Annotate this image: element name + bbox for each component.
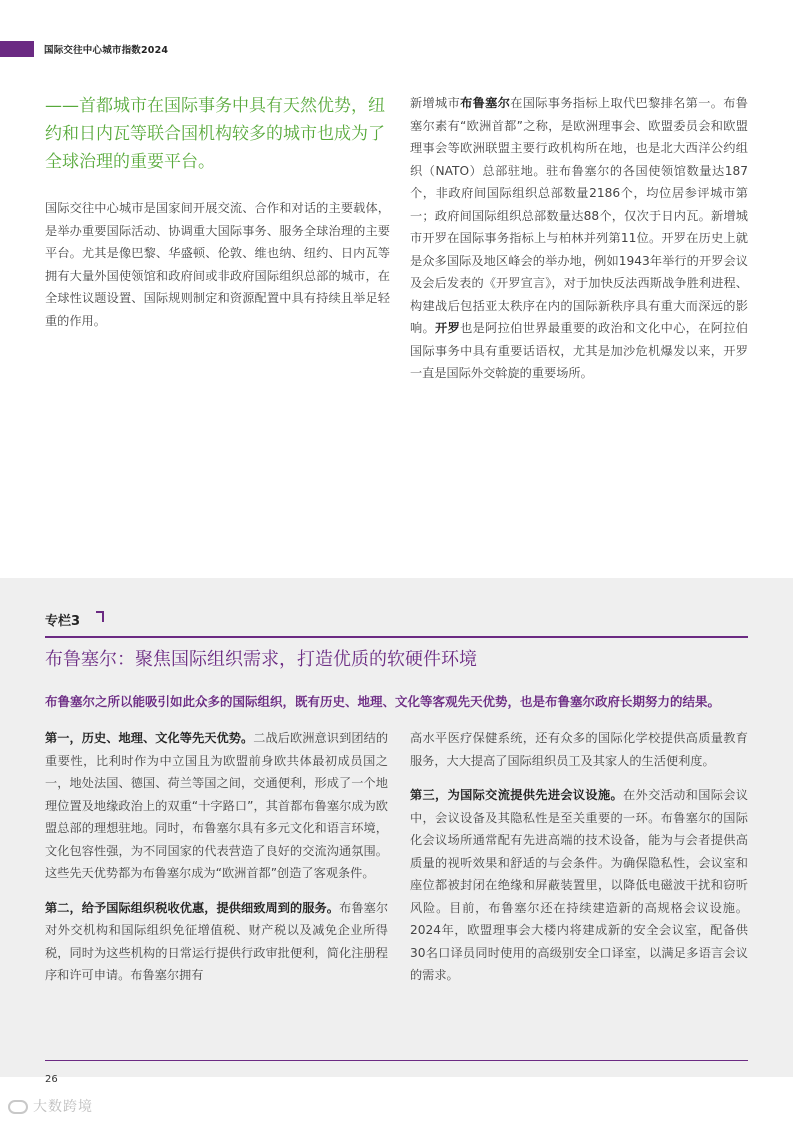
box-label-bracket xyxy=(96,611,104,622)
highlight-brussels: 布鲁塞尔 xyxy=(460,96,511,110)
box-top-rule xyxy=(45,636,748,638)
intro-paragraph: 国际交往中心城市是国家间开展交流、合作和对话的主要载体，是举办重要国际活动、协调重大国际事务、服务全球治理的主要平台。尤其是像巴黎、华盛顿、伦敦、维也纳、纽约、日内瓦等拥有大量外国使领馆和政府间或非政府国际组织总部的城市，在全球性议题设置、国际规则制定和资源配置中具有持续且举足轻重的作用。 xyxy=(45,201,390,328)
running-header: 国际交往中心城市指数2024 xyxy=(44,45,169,56)
box-title: 布鲁塞尔：聚焦国际组织需求，打造优质的软硬件环境 xyxy=(45,649,477,670)
watermark: 大数跨境 xyxy=(8,1096,93,1116)
header-accent-bar xyxy=(0,41,34,57)
box-bottom-rule xyxy=(45,1060,748,1061)
box-section-2: 第二，给予国际组织税收优惠，提供细致周到的服务。布鲁塞尔对外交机构和国际组织免征增值税、财产税以及减免企业所得税，同时为这些机构的日常运行提供行政审批便利，简化注册程序和许可申请。布鲁塞尔拥有 xyxy=(45,900,389,982)
box-right-column xyxy=(410,727,748,999)
watermark-logo-icon xyxy=(8,1100,28,1114)
box-left-column xyxy=(45,727,388,999)
highlight-cairo: 开罗 xyxy=(435,321,461,335)
pull-quote: ——首都城市在国际事务中具有天然优势，纽约和日内瓦等联合国机构较多的城市也成为了全球治理的重要平台。 xyxy=(45,96,385,172)
box-lead: 布鲁塞尔之所以能吸引如此众多的国际组织，既有历史、地理、文化等客观先天优势，也是布鲁塞尔政府长期努力的结果。 xyxy=(45,694,721,709)
right-column-paragraph: 新增城市布鲁塞尔在国际事务指标上取代巴黎排名第一。布鲁塞尔素有“欧洲首都”之称，是欧洲理事会、欧盟委员会和欧盟理事会等欧洲联盟主要行政机构所在地，也是北大西洋公约组织（NATO）总部驻地。驻布鲁塞尔的各国使领馆数量达187个，非政府间国际组织总部数量2186个，均位居参评城市第一；政府间国际组织总部数量达88个，仅次于日内瓦。新增城市开罗在国际事务指标上与柏林并列第11位。开罗在历史上就是众多国际及地区峰会的举办地，例如1943年举行的开罗会议及会后发表的《开罗宣言》，对于加快反法西斯战争胜利进程、构建战后包括亚太秩序在内的国际新秩序具有重大而深远的影响。开罗也是阿拉伯世界最重要的政治和文化中心，在阿拉伯国际事务中具有重要话语权，尤其是加沙危机爆发以来，开罗一直是国际外交斡旋的重要场所。 xyxy=(410,96,748,380)
box-section-2-continued: 高水平医疗保健系统，还有众多的国际化学校提供高质量教育服务，大大提高了国际组织员工及其家人的生活便利度。 xyxy=(410,731,748,768)
page-number: 26 xyxy=(45,1074,58,1085)
box-section-1: 第一，历史、地理、文化等先天优势。二战后欧洲意识到团结的重要性，比利时作为中立国且为欧盟前身欧共体最初成员国之一，地处法国、德国、荷兰等国之间，交通便利，形成了一个地理位置及地缘政治上的双重“十字路口”，其首都布鲁塞尔成为欧盟总部的理想驻地。同时，布鲁塞尔具有多元文化和语言环境，文化包容性强，为不同国家的代表营造了良好的交流沟通氛围。这些先天优势都为布鲁塞尔成为“欧洲首都”创造了客观条件。 xyxy=(45,731,389,880)
box-label: 专栏3 xyxy=(45,614,81,629)
box-section-3: 第三，为国际交流提供先进会议设施。在外交活动和国际会议中，会议设备及其隐私性是至关重要的一环。布鲁塞尔的国际化会议场所通常配有先进高端的技术设备，能为与会者提供高质量的视听效果和舒适的与会条件。为确保隐私性，会议室和座位都被封闭在绝缘和屏蔽装置里，以降低电磁波干扰和窃听风险。目前，布鲁塞尔还在持续建造新的高规格会议设施。2024年，欧盟理事会大楼内将建成新的安全会议室，配备供30名口译员同时使用的高级别安全口译室，以满足多语言会议的需求。 xyxy=(410,788,748,982)
